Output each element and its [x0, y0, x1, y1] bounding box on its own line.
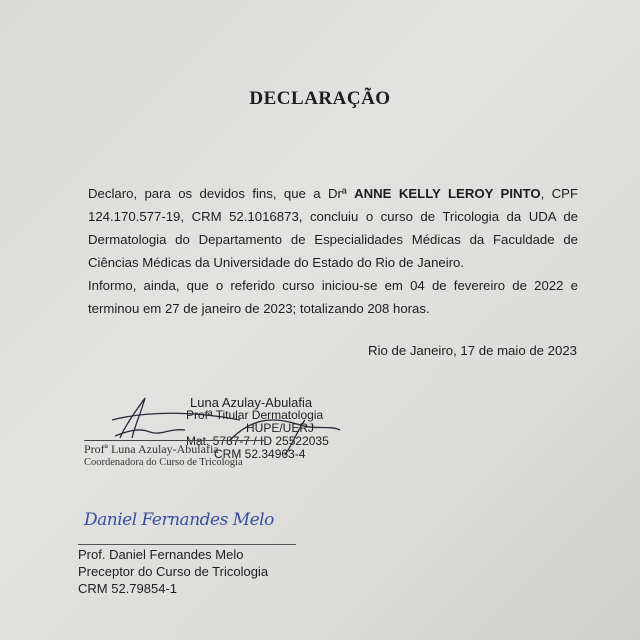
preceptor-crm: CRM 52.79854-1: [78, 581, 177, 596]
p1-pre: Declaro, para os devidos fins, que a Drª: [88, 186, 355, 201]
recipient-name: ANNE KELLY LEROY PINTO: [354, 186, 541, 201]
signature-line: [78, 544, 296, 545]
stamp-line: Profª Titular Dermatologia: [186, 408, 324, 422]
p1-post: , CPF 124.170.577-19, CRM 52.1016873, concluiu o curso de Tricologia da UDA de Dermatologia do Departamento de Especialidades Médicas da Faculdade de Ciências Médicas da Universidade do Estado do Rio de Janeiro.: [88, 186, 578, 270]
stamp-line: CRM 52.34963-4: [214, 447, 306, 461]
coordinator-role: Coordenadora do Curso de Tricologia: [84, 457, 243, 468]
stamp-line: Mat. 5787-7 / ID 25522035: [186, 434, 329, 448]
paragraph-2: Informo, ainda, que o referido curso iniciou-se em 04 de fevereiro de 2022 e terminou em 27 de janeiro de 2023; totalizando 208 horas.: [88, 278, 578, 316]
preceptor-signature: Daniel Fernandes Melo: [84, 510, 274, 530]
stamp-line: Luna Azulay-Abulafia: [190, 395, 313, 410]
stamp-line: HUPE/UERJ: [246, 421, 315, 435]
signature-line: [84, 440, 264, 441]
preceptor-role: Preceptor do Curso de Tricologia: [78, 564, 269, 579]
preceptor-block: [78, 546, 268, 597]
coordinator-block: [84, 442, 243, 470]
date-line: Rio de Janeiro, 17 de maio de 2023: [368, 343, 577, 358]
coordinator-name: Profª Luna Azulay-Abulafia: [84, 442, 219, 456]
preceptor-name: Prof. Daniel Fernandes Melo: [78, 547, 244, 562]
document-title: DECLARAÇÃO: [249, 88, 391, 109]
